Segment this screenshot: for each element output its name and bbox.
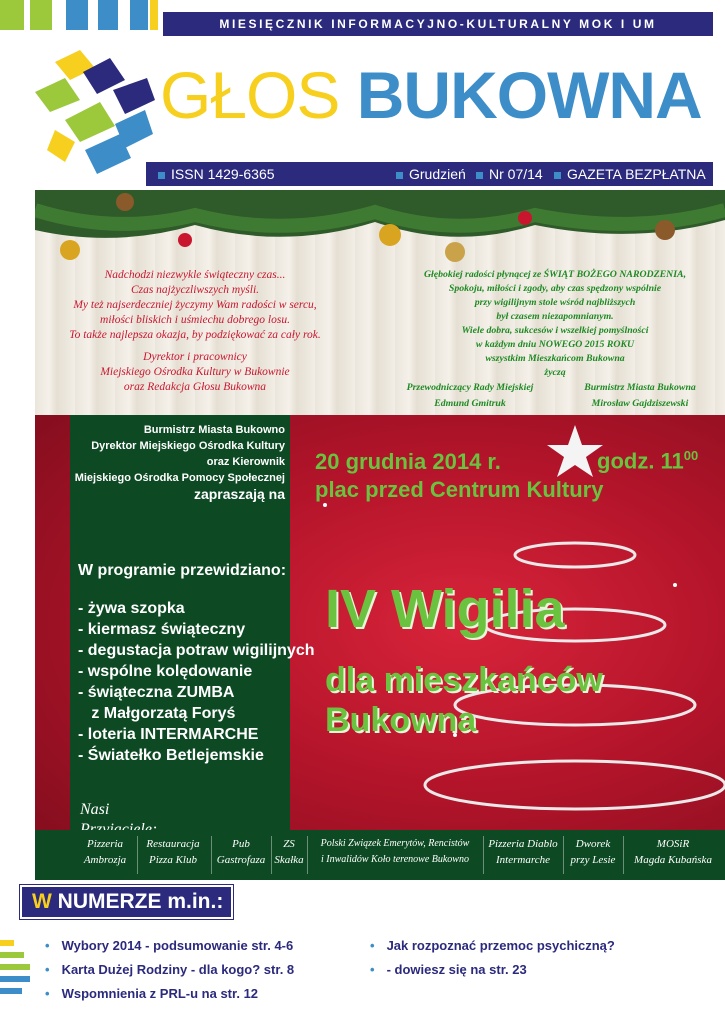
toc-item: • Karta Dużej Rodziny - dla kogo? str. 8 <box>45 958 294 982</box>
list-item: - Światełko Betlejemskie <box>78 747 264 764</box>
sponsor: Pub Gastrofaza <box>216 838 266 866</box>
in-issue-label: W NUMERZE m.in.: <box>20 885 233 919</box>
event-time: godz. $11^{00}$ <box>597 448 699 474</box>
top-decor-bars <box>0 0 170 30</box>
list-item: - świąteczna ZUMBA <box>78 684 235 701</box>
list-item: z Małgorzatą Foryś <box>78 705 236 722</box>
tagline: MIESIĘCZNIK INFORMACYJNO-KULTURALNY MOK I UM <box>163 12 713 36</box>
sponsor: Pizzeria Diablo Intermarche <box>488 838 558 866</box>
toc-item: • Wybory 2014 - podsumowanie str. 4-6 <box>45 934 294 958</box>
masthead-title <box>160 58 702 132</box>
signature-mayor: Burmistrz Miasta Bukowna Mirosław Gajdziszewski <box>584 382 696 409</box>
organizers: Burmistrz Miasta Bukowno Dyrektor Miejskiego Ośrodka Kultury oraz Kierownik Miejskiego Ośrodka Pomocy Społecznej zapraszają na <box>70 422 285 502</box>
sponsor: Pizzeria Ambrozja <box>83 838 127 866</box>
list-item: - wspólne kolędowanie <box>78 663 253 680</box>
sponsors-bar <box>35 830 725 880</box>
list-item: - degustacja potraw wigilijnych <box>78 642 315 659</box>
signature-council-chairman: Przewodniczący Rady Miejskiej Edmund Gmitruk <box>406 382 534 409</box>
toc-item: • - dowiesz się na str. 23 <box>370 958 615 982</box>
list-item: - loteria INTERMARCHE <box>78 726 259 743</box>
invite-text: zapraszają na <box>193 486 285 502</box>
event-title: IV Wigilia <box>325 579 565 639</box>
cover-poster <box>35 190 725 880</box>
greeting-left: Nadchodzi niezwykle świąteczny czas... Czas najżyczliwszych myśli. My też najserdeczniej życzymy Wam radości w sercu, miłości bliskich i uśmiechu dobrego losu. To także najlepsza okazja, by podziękować za cały rok. Dyrektor i pracownicy Miejskiego Ośrodka Kultury w Bukownie oraz Redakcja Głosu Bukowna <box>69 269 321 393</box>
logo-icon <box>35 50 160 190</box>
christmas-garland-icon <box>35 190 725 270</box>
greeting-right: Głębokiej radości płynącej ze ŚWIĄT BOŻEGO NARODZENIA, Spokoju, miłości i zgody, aby czas spędzony wspólnie przy wigilijnym stole wśród najbliższych był czasem niezapomnianym. Wiele dobra, sukcesów i wszelkiej pomyślności w każdym dniu NOWEGO 2015 ROKU wszystkim Mieszkańcom Bukowna życzą Przewodniczący Rady Miejskiej Edmund Gmitruk Burmistrz Miasta Bukowna Mirosław Gajdziszewski <box>395 268 715 380</box>
sponsor: MOSiR Magda Kubańska <box>634 838 712 866</box>
toc-item: • Wspomnienia z PRL-u na str. 12 <box>45 982 294 1006</box>
bottom-decor-bars <box>0 940 30 1000</box>
masthead-word-2: BUKOWNA <box>356 58 702 132</box>
sponsor: Restauracja Pizza Klub <box>146 838 200 866</box>
sponsor: ZS Skałka <box>274 838 304 866</box>
list-item: - żywa szopka <box>78 600 185 617</box>
issue-info-bar <box>146 162 713 186</box>
masthead-word-1: GŁOS <box>160 58 340 132</box>
event-subtitle: dla mieszkańców Bukowna <box>325 661 603 739</box>
toc-left <box>45 934 294 1006</box>
toc-right <box>370 934 615 982</box>
issn-info: ISSN 1429-6365 <box>158 162 275 186</box>
toc-item: • Jak rozpoznać przemoc psychiczną? <box>370 934 615 958</box>
program-heading: W programie przewidziano: <box>78 562 287 579</box>
friends-label: Nasi <box>80 801 110 818</box>
month-info: Grudzień <box>396 162 466 186</box>
event-date-place: 20 grudnia 2014 r. plac przed Centrum Kultury <box>315 449 604 502</box>
sponsor: Dworek przy Lesie <box>570 838 616 866</box>
price-info: GAZETA BEZPŁATNA <box>554 162 706 186</box>
list-item: - kiermasz świąteczny <box>78 621 246 638</box>
issue-number: Nr 07/14 <box>476 162 543 186</box>
program-list <box>78 598 314 766</box>
sponsor: Polski Związek Emerytów, Rencistów i Inwalidów Koło terenowe Bukowno <box>320 838 470 865</box>
